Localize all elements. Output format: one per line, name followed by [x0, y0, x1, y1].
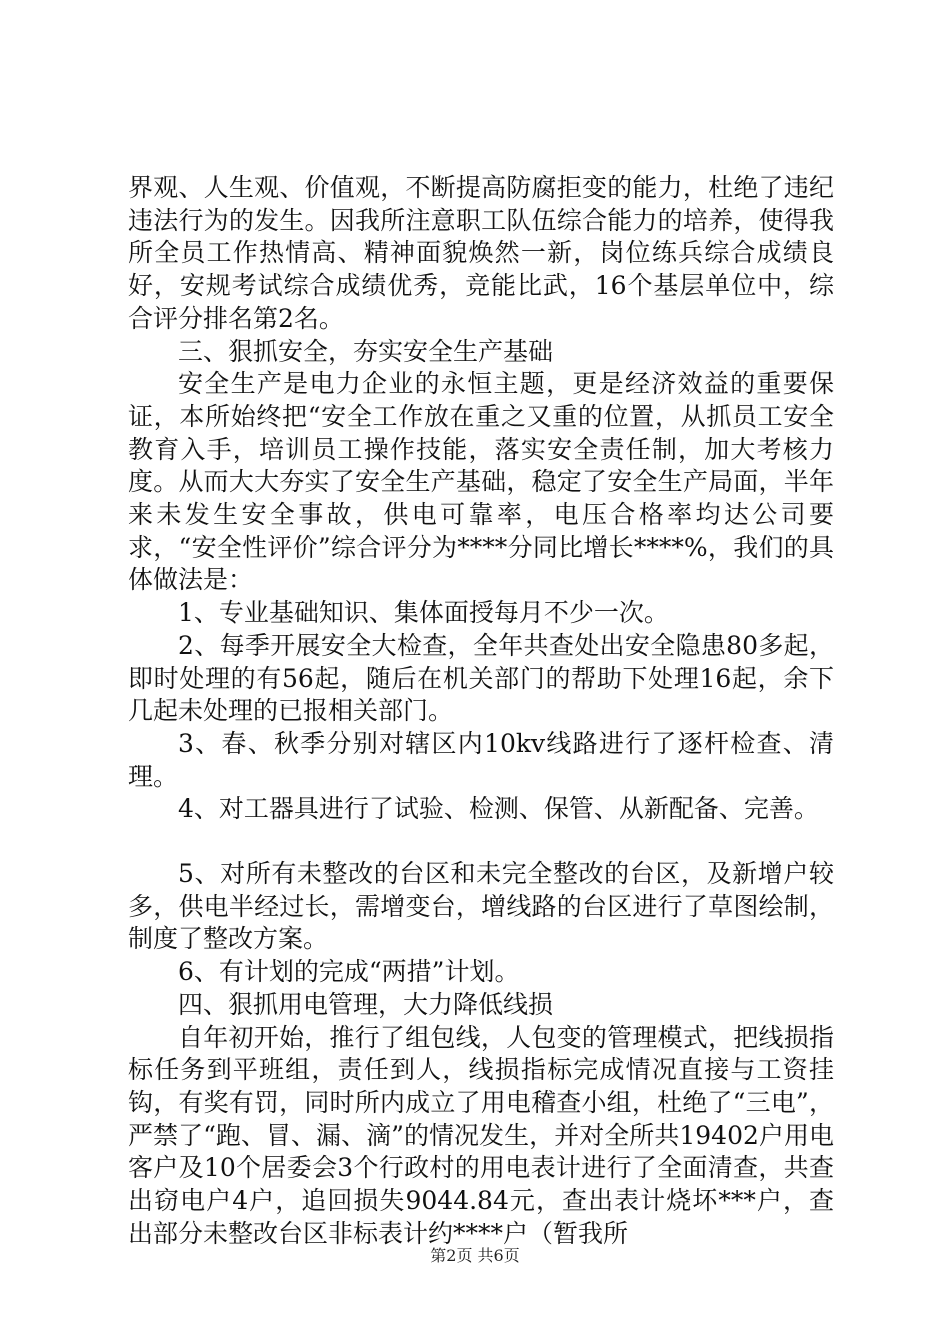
page-footer: 第2页 共6页: [430, 1246, 520, 1265]
section-heading-safety: 三、狠抓安全，夯实安全生产基础: [178, 336, 554, 366]
list-item-5: 5、对所有未整改的台区和未完全整改的台区，及新增户较多，供电半经过长，需增变台，增线路的台区进行了草图绘制，制度了整改方案。: [128, 859, 834, 954]
list-item-1: 1、专业基础知识、集体面授每月不少一次。: [178, 598, 669, 628]
list-item-2: 2、每季开展安全大检查，全年共查处出安全隐患80多起，即时处理的有56起，随后在机关部门的帮助下处理16起，余下几起未处理的已报相关部门。: [128, 630, 834, 726]
list-item-4: 4、对工器具进行了试验、检测、保管、从新配备、完善。: [178, 794, 819, 824]
paragraph-power-management: 自年初开始，推行了组包线，人包变的管理模式，把线损指标任务到平班组，责任到人，线损指标完成情况直接与工资挂钩，有奖有罚，同时所内成立了用电稽查小组，杜绝了“三电”，严禁了“跑、冒、漏、滴”的情况发生，并对全所共19402户用电客户及10个居委会3个行政村的用电表计进行了全面清查，共查出窃电户4户，追回损失9044.84元，查出表计烧坏***户，查出部分未整改台区非标表计约****户（暂我所: [128, 1022, 834, 1248]
paragraph-worldview: 界观、人生观、价值观，不断提高防腐拒变的能力，杜绝了违纪违法行为的发生。因我所注意职工队伍综合能力的培养，使得我所全员工作热情高、精神面貌焕然一新，岗位练兵综合成绩良好，安规考试综合成绩优秀，竞能比武，16个基层单位中，综合评分排名第2名。: [128, 173, 834, 333]
section-heading-power-management: 四、狠抓用电管理，大力降低线损: [178, 989, 554, 1019]
blank-line: [128, 826, 834, 858]
list-item-3: 3、春、秋季分别对辖区内10kv线路进行了逐杆检查、清理。: [128, 728, 834, 791]
list-item-6: 6、有计划的完成“两措”计划。: [178, 957, 520, 987]
paragraph-safety-intro: 安全生产是电力企业的永恒主题，更是经济效益的重要保证，本所始终把“安全工作放在重之又重的位置，从抓员工安全教育入手，培训员工操作技能，落实安全责任制，加大考核力度。从而大大夯实了安全生产基础，稳定了安全生产局面，半年来未发生安全事故，供电可靠率，电压合格率均达公司要求，“安全性评价”综合评分为****分同比增长****%，我们的具体做法是：: [128, 369, 834, 595]
document-body: [128, 172, 834, 1251]
